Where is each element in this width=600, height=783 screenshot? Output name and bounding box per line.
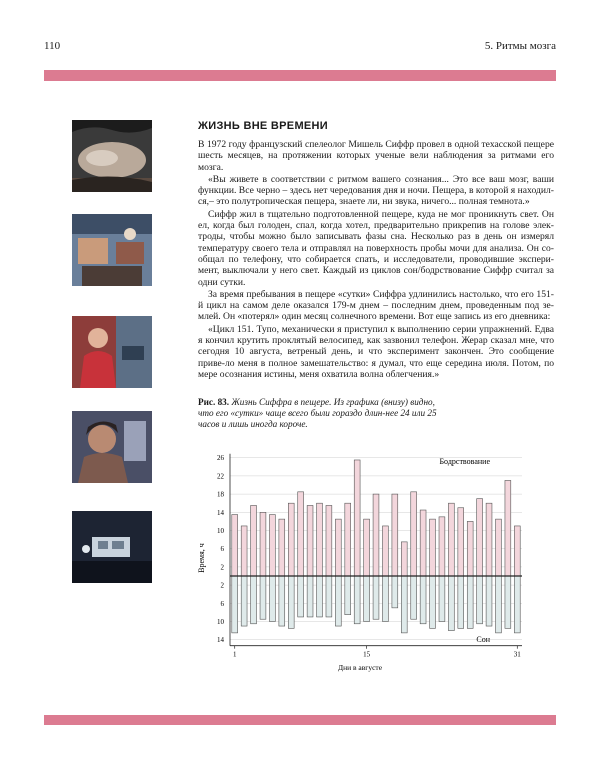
wake-bar [288,503,294,576]
cave-lab-photo [72,214,152,286]
y-tick-label: 18 [217,490,224,499]
y-tick-label: 2 [220,563,224,572]
sleep-bar [269,576,275,622]
sleep-wake-chart [190,438,530,678]
sleep-bar [326,576,332,617]
page-header-left: 110 [44,40,61,52]
wake-bar [486,503,492,576]
wake-bar [317,503,323,576]
wake-bar [251,505,257,576]
sleep-bar [279,576,285,626]
chart-bars [232,460,520,633]
cave-photo [72,120,152,192]
top-band [44,70,556,81]
wake-bar [269,515,275,576]
x-tick-label: 1 [232,650,237,659]
sleep-bar [392,576,398,608]
figure-caption [198,397,448,430]
article-title: ЖИЗНЬ ВНЕ ВРЕМЕНИ [198,120,328,132]
wake-bar [439,517,445,576]
article-paragraph: Сиффр жил в тщательно подготовленной пещере, куда не мог проникнуть свет. Он ел, когда был голоден, спал, когда хотел, предварительно прикрепив на голове элек-троды, чтобы можно было записывать фазы сна. Несколько раз в день он измерял температуру своего тела и отправлял на поверхность пробы мочи для анализа. Он со-общал по телефону, что собирается спать, и исследователи, проводившие экспери-мент, выключали у него свет. Каждый из циклов сон/бодрствование Сиффр считал за одни сутки. [198,208,554,288]
wake-bar [467,521,473,576]
y-tick-label: 14 [217,508,224,517]
sleep-bar [448,576,454,631]
wake-bar [345,503,351,576]
wake-bar [448,503,454,576]
sleep-bar [382,576,388,622]
y-tick-label: 10 [217,527,224,535]
wake-bar [307,505,313,576]
wake-bar [411,492,417,576]
sleep-bar [430,576,436,628]
sleep-bar [420,576,426,624]
speleologist-equipment-photo [72,316,152,388]
wake-bar [430,519,436,576]
wake-bar [514,526,520,576]
sleep-bar [505,576,511,628]
wake-bar [458,508,464,576]
sleep-bar [458,576,464,628]
wake-bar [420,510,426,576]
x-tick-label: 15 [363,650,371,659]
sleep-bar [307,576,313,617]
wake-bar [354,460,360,576]
sleep-bar [260,576,266,619]
wake-bar [392,494,398,576]
wake-bar [232,515,238,576]
sleep-bar [411,576,417,619]
wake-bar [505,480,511,576]
sleep-bar [317,576,323,617]
article-body [198,139,554,381]
y-tick-label: 2 [220,581,224,590]
sleep-bar [354,576,360,624]
y-tick-label: 22 [217,472,224,481]
wake-bar [335,519,341,576]
sleep-bar [467,576,473,628]
legend-sleep: Сон [476,635,490,644]
article-paragraph: За время пребывания в пещере «сутки» Сиффра удлинились настолько, что его 151-й цикл на самом деле оказался 179-м днем – последним днем, проведенным под зе-млей. Он «потерял» один месяц солнечного времени. Вот еще запись из его дневника: [198,288,554,323]
sleep-bar [477,576,483,624]
y-tick-label: 6 [220,599,224,608]
y-axis-label: Время, ч [197,543,206,573]
wake-bar [260,512,266,576]
wake-bar [496,519,502,576]
caption-label: Рис. 83. [198,397,230,407]
wake-bar [326,505,332,576]
wake-bar [241,526,247,576]
sleep-bar [345,576,351,615]
sleep-bar [335,576,341,626]
wake-bar [373,494,379,576]
y-tick-label: 26 [217,454,224,463]
legend-wake: Бодрствование [439,457,490,466]
wake-bar [382,526,388,576]
sleep-bar [514,576,520,633]
wake-bar [401,542,407,576]
sleep-bar [298,576,304,617]
y-tick-label: 10 [217,618,224,626]
sleep-bar [496,576,502,633]
sleep-bar [251,576,257,624]
sleep-bar [401,576,407,633]
page-header-right: 5. Ритмы мозга [484,40,556,52]
sleep-bar [364,576,370,622]
y-tick-label: 14 [217,636,224,645]
y-tick-label: 6 [220,545,224,554]
sleep-bar [288,576,294,628]
wake-bar [279,519,285,576]
sleep-bar [439,576,445,622]
sleep-bar [241,576,247,626]
article-paragraph: В 1972 году французский спелеолог Мишель Сиффр провел в одной техасской пещере шесть месяцев, на протяжении которых ученые вели наблюдения за ритмами его мозга. [198,139,554,173]
sleep-bar [486,576,492,626]
x-tick-label: 31 [513,650,521,659]
speleologist-portrait-photo [72,411,152,483]
sleep-bar [373,576,379,619]
bottom-band [44,715,556,725]
caption-text: Жизнь Сиффра в пещере. Из графика (внизу) видно, что его «сутки» чаще всего были гораздо длин-нее 24 или 25 часов и лишь иногда короче. [198,397,437,429]
wake-bar [298,492,304,576]
article-quote: «Цикл 151. Тупо, механически я приступил к выполнению серии упражнений. Едва я кончил крутить проклятый велосипед, как зазвонил телефон. Жерар сказал мне, что сегодня 10 августа, ветреный день, и что эксперимент закончен. Это сообщение приве-ло меня в полное замешательство: я думал, что еще середина июля. Потом, по мере осознания истины, меня охватила волна облегчения.» [198,323,554,380]
x-axis-label: Дни в августе [337,663,383,672]
wake-bar [477,499,483,576]
cave-camp-night-photo [72,511,152,583]
article-quote: «Вы живете в соответствии с ритмом вашего сознания... Это все ваш мозг, ваши функции. Все черно – здесь нет чередования дня и ночи. Пещера, в которой я находил-ся,– это полутропическая пещера, знаете ли, ни звука, ничего... полная темнота.» [198,173,554,208]
wake-bar [364,519,370,576]
sleep-bar [232,576,238,633]
